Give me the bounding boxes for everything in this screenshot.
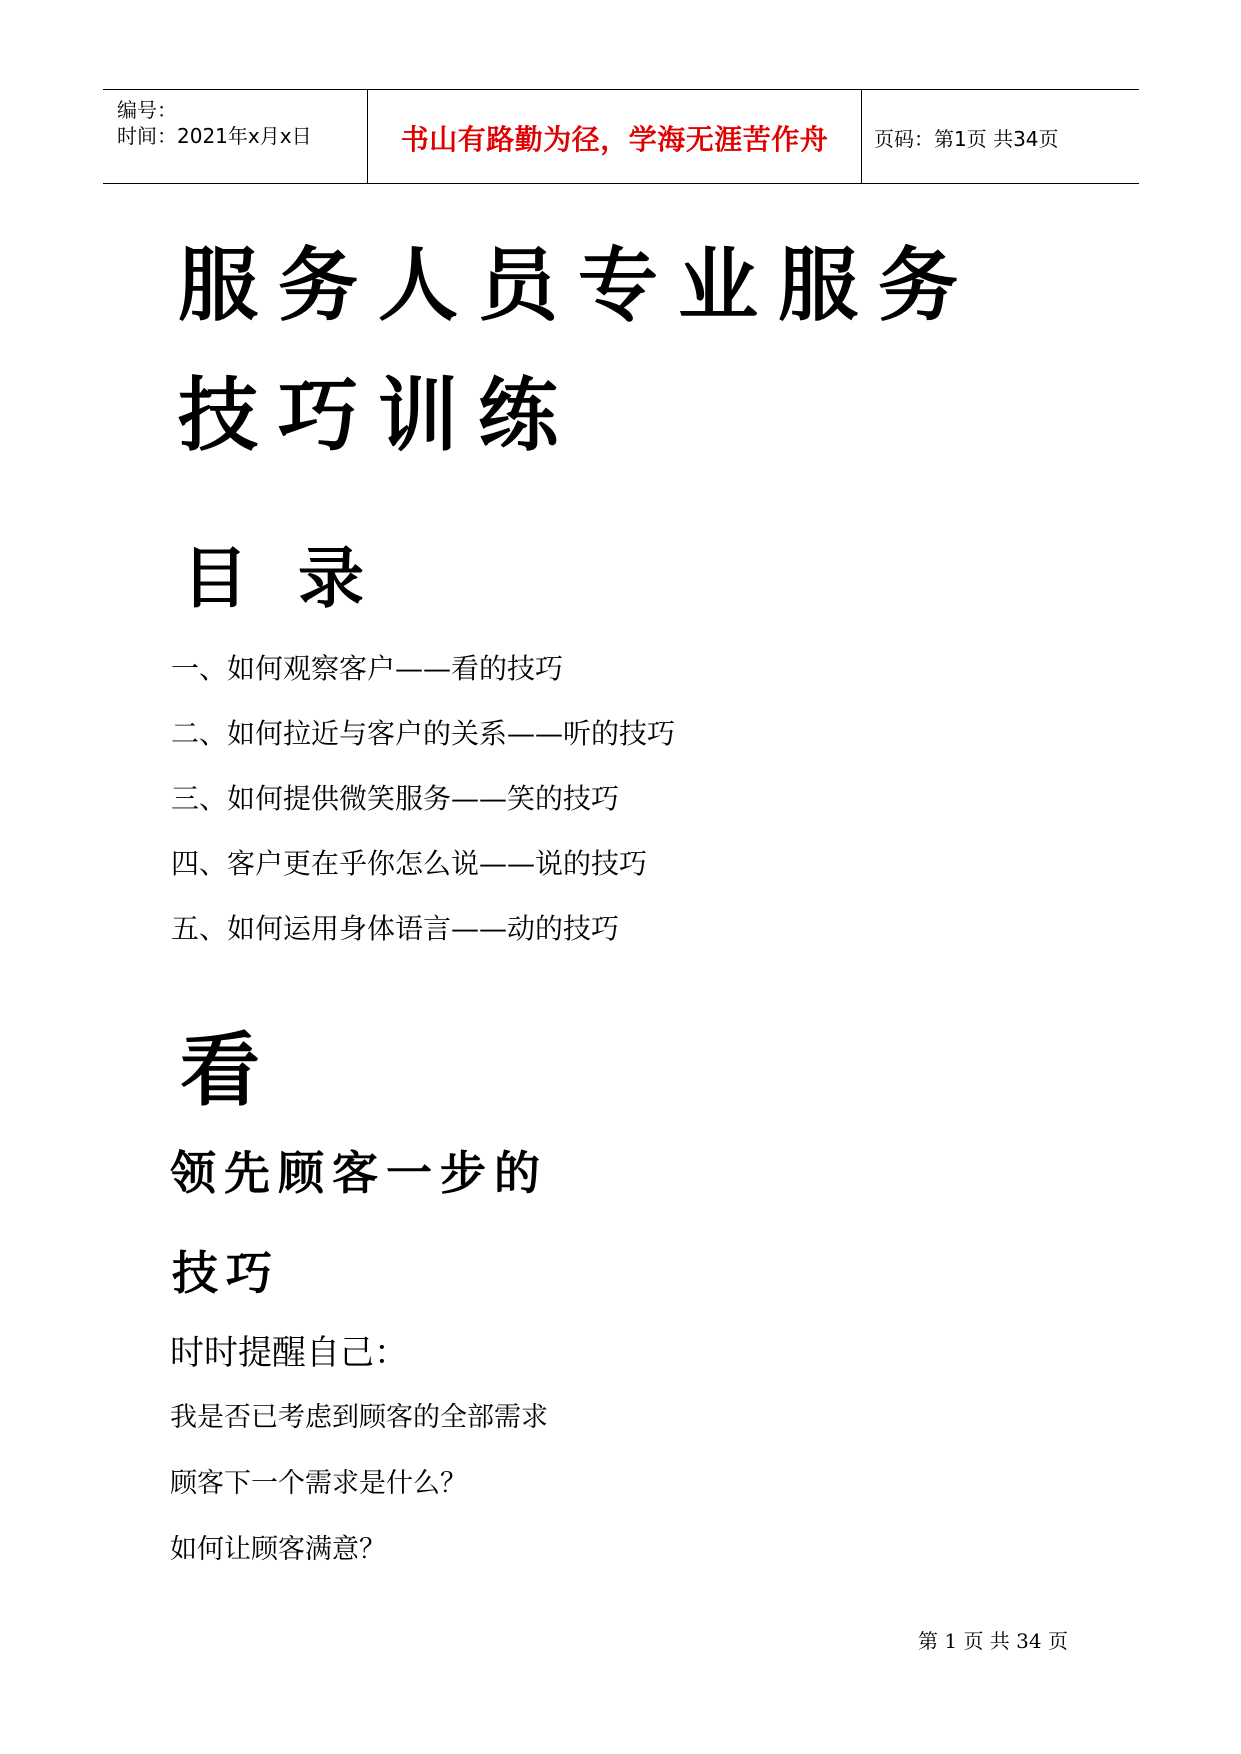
- toc-item: 五、如何运用身体语言——动的技巧: [171, 912, 620, 945]
- toc-item: 三、如何提供微笑服务——笑的技巧: [171, 782, 620, 815]
- question-item: 顾客下一个需求是什么？: [170, 1468, 467, 1499]
- header-motto-cell: [367, 90, 862, 183]
- question-item: 如何让顾客满意？: [170, 1534, 386, 1565]
- doc-title-line1: 服务人员专业服务: [178, 238, 978, 332]
- toc-item: 一、如何观察客户——看的技巧: [171, 652, 564, 685]
- section-subtitle-line1: 领先顾客一步的: [170, 1146, 548, 1200]
- doc-title-line2: 技巧训练: [178, 368, 578, 462]
- toc-list: [171, 648, 675, 973]
- section-subtitle-line2: 技巧: [172, 1246, 280, 1300]
- time-label: 时间：2021年x月x日: [117, 124, 312, 148]
- header-right-cell: [862, 90, 1139, 183]
- section-char: 看: [180, 1023, 260, 1117]
- toc-item: 二、如何拉近与客户的关系——听的技巧: [171, 717, 676, 750]
- page-header: [103, 89, 1139, 184]
- remind-heading: 时时提醒自己：: [170, 1333, 408, 1373]
- toc-heading: 目录: [182, 539, 414, 617]
- page-info: 页码：第1页 共34页: [874, 127, 1059, 151]
- number-label: 编号：: [117, 98, 177, 122]
- toc-item: 四、客户更在乎你怎么说——说的技巧: [171, 847, 648, 880]
- motto: 书山有路勤为径，学海无涯苦作舟: [400, 123, 829, 156]
- header-left-cell: [103, 90, 367, 183]
- question-list: [170, 1398, 548, 1596]
- page-footer: 第 1 页 共 34 页: [918, 1629, 1068, 1653]
- question-item: 我是否已考虑到顾客的全部需求: [170, 1402, 548, 1433]
